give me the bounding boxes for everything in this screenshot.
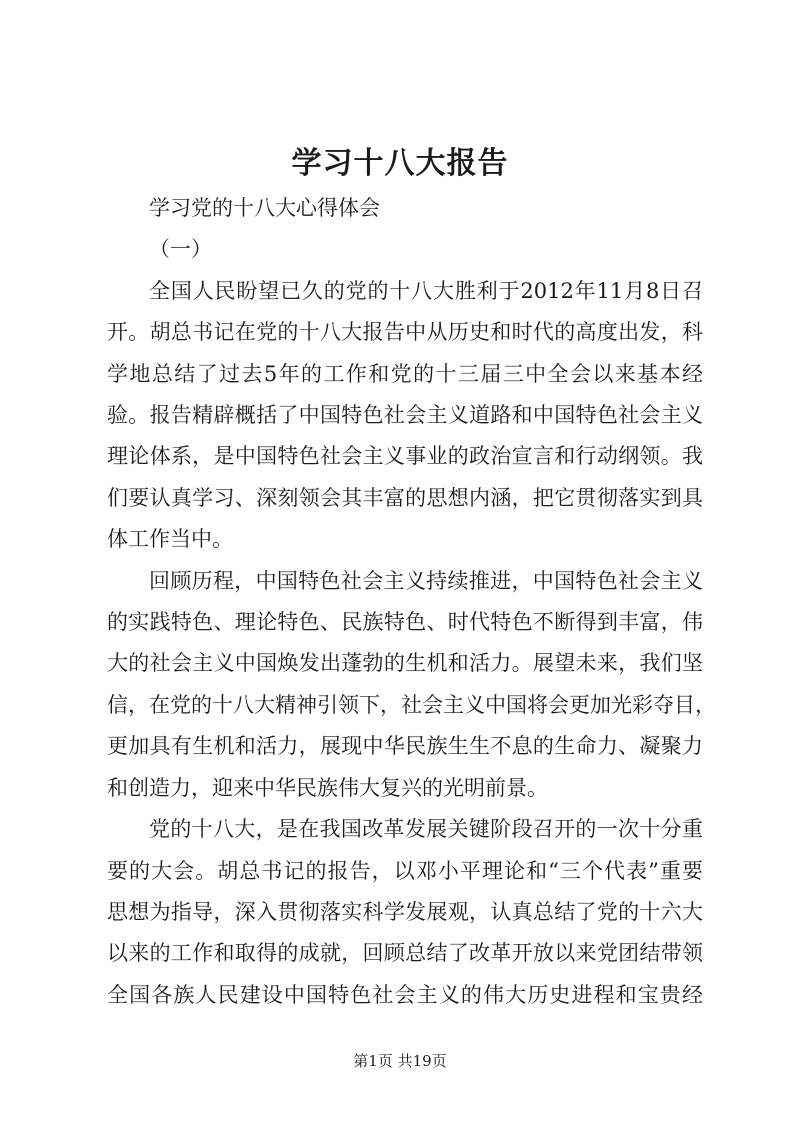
text-line: 学地总结了过去5年的工作和党的十三届三中全会以来基本经 <box>107 361 703 386</box>
document-body <box>107 188 716 1016</box>
text-line: 全国人民盼望已久的党的十八大胜利于2012年11月8日召 <box>149 278 703 303</box>
text-line: 大的社会主义中国焕发出蓬勃的生机和活力。展望未来，我们坚 <box>107 651 703 676</box>
section-heading: （一） <box>149 237 212 262</box>
paragraph-2 <box>107 561 716 809</box>
paragraph-1 <box>107 271 703 561</box>
text-line: 信，在党的十八大精神引领下，社会主义中国将会更加光彩夺目， <box>107 692 716 717</box>
text-line: 的实践特色、理论特色、民族特色、时代特色不断得到丰富，伟 <box>107 610 703 635</box>
text-line: 以来的工作和取得的成就，回顾总结了改革开放以来党团结带领 <box>107 941 703 966</box>
text-line: 和创造力，迎来中华民族伟大复兴的光明前景。 <box>107 775 548 800</box>
text-line: 回顾历程，中国特色社会主义持续推进，中国特色社会主义 <box>149 568 703 593</box>
text-line: 全国各族人民建设中国特色社会主义的伟大历史进程和宝贵经 <box>107 982 703 1007</box>
subtitle: 学习党的十八大心得体会 <box>149 196 380 220</box>
text-line: 思想为指导，深入贯彻落实科学发展观，认真总结了党的十六大 <box>107 899 703 924</box>
document-title: 学习十八大报告 <box>291 146 509 181</box>
text-line: 要的大会。胡总书记的报告，以邓小平理论和“三个代表”重要 <box>107 858 703 883</box>
text-line: 验。报告精辟概括了中国特色社会主义道路和中国特色社会主义 <box>107 403 703 428</box>
text-line: 们要认真学习、深刻领会其丰富的思想内涵，把它贯彻落实到具 <box>107 485 703 510</box>
text-line: 体工作当中。 <box>107 527 233 552</box>
text-line: 理论体系，是中国特色社会主义事业的政治宣言和行动纲领。我 <box>107 444 703 469</box>
text-line: 更加具有生机和活力，展现中华民族生生不息的生命力、凝聚力 <box>107 734 703 759</box>
text-line: 开。胡总书记在党的十八大报告中从历史和时代的高度出发，科 <box>107 320 703 345</box>
text-line: 党的十八大，是在我国改革发展关键阶段召开的一次十分重 <box>149 817 703 842</box>
page-number: 第1页 共19页 <box>353 1052 447 1070</box>
paragraph-3 <box>107 809 703 1016</box>
